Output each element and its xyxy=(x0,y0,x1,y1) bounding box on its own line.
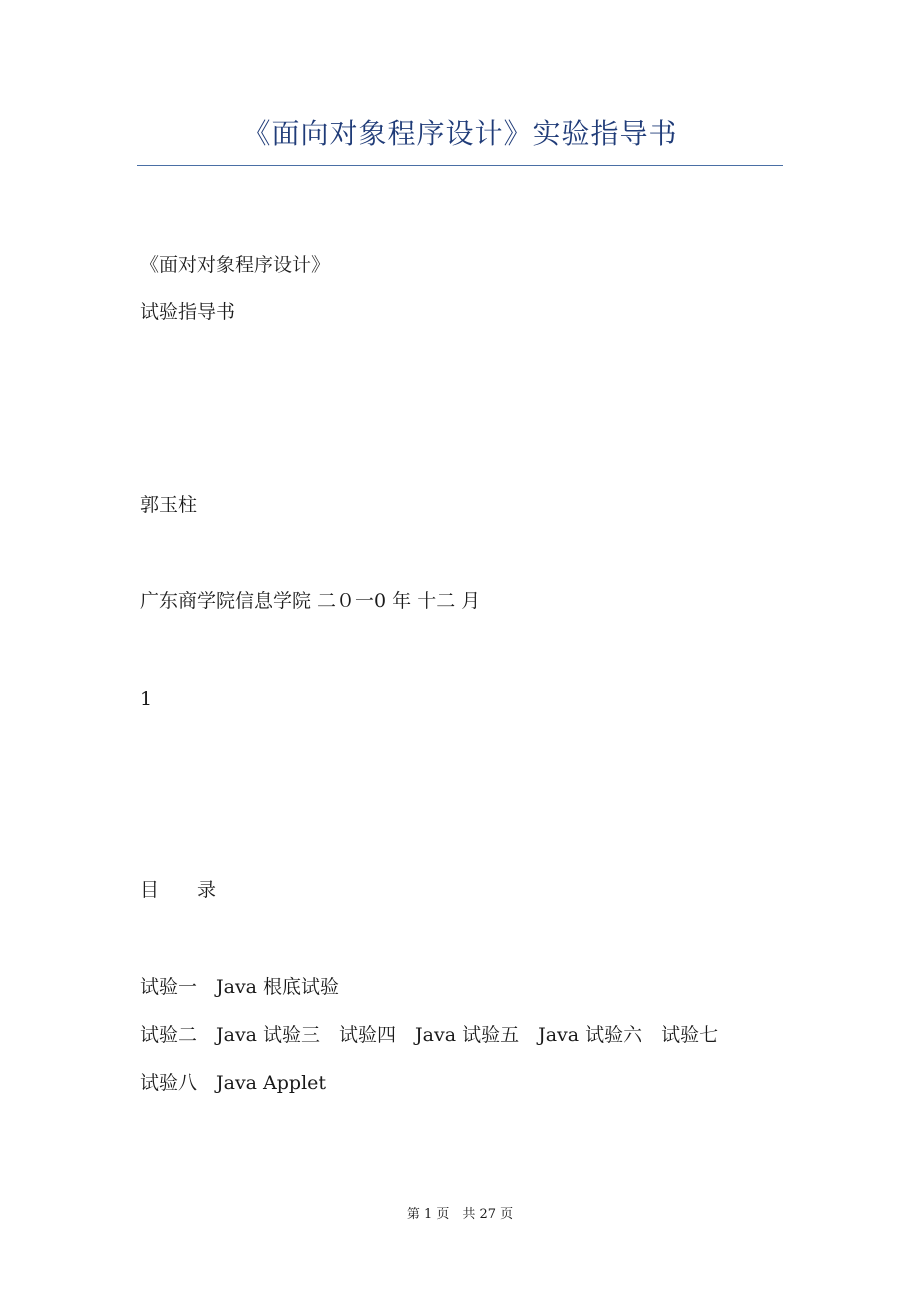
toc-heading: 目 录 xyxy=(140,879,217,901)
course-title: 《面对对象程序设计》 xyxy=(140,254,331,276)
toc-line-2: 试验二 Java 试验三 试验四 Java 试验五 Java 试验六 试验七 xyxy=(140,1024,719,1046)
toc-line-1: 试验一 Java 根底试验 xyxy=(140,976,340,998)
page-marker: 1 xyxy=(140,688,153,710)
toc-line-3: 试验八 Java Applet xyxy=(140,1072,327,1094)
author-name: 郭玉柱 xyxy=(140,494,198,516)
page-header-title: 《面向对象程序设计》实验指导书 xyxy=(242,117,678,150)
institution-date: 广东商学院信息学院 二０一0 年 十二 月 xyxy=(140,590,481,612)
header-divider xyxy=(137,165,783,166)
document-type: 试验指导书 xyxy=(140,301,236,323)
page-footer-pagination: 第 1 页 共 27 页 xyxy=(406,1207,514,1222)
